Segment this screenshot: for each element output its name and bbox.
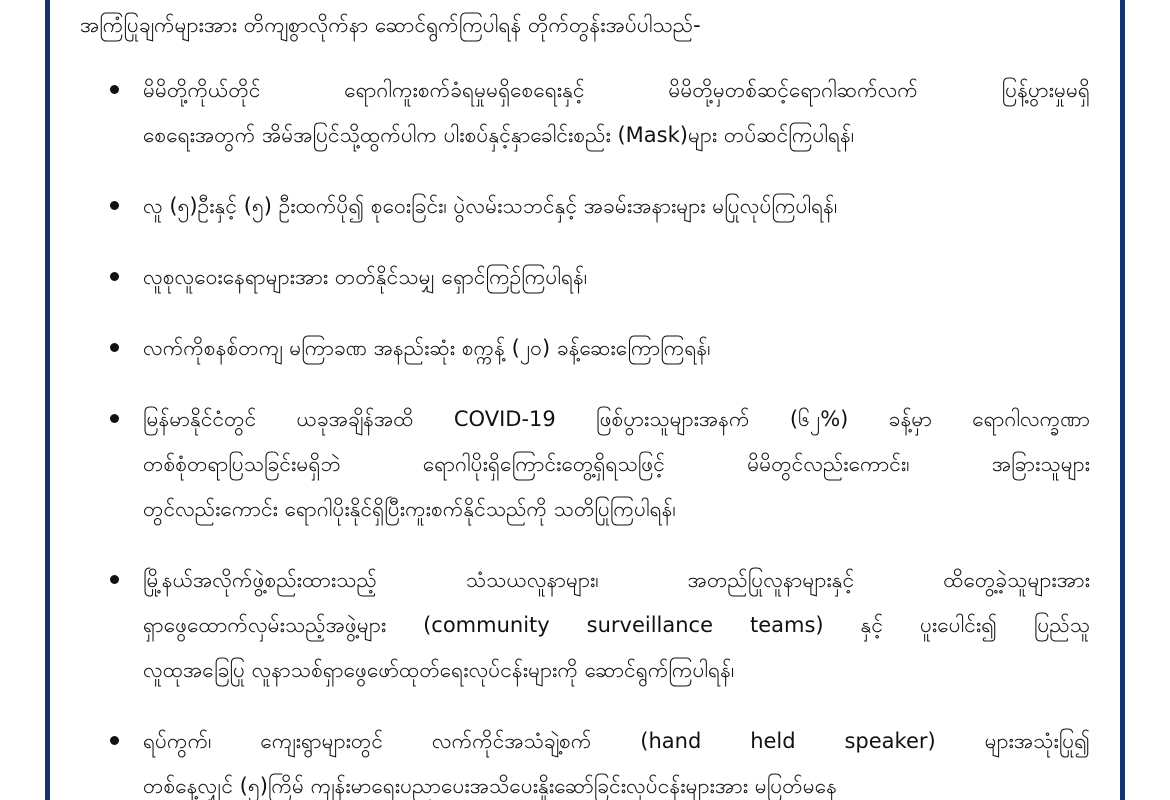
notice-frame [45,0,1125,800]
recommendation-item [80,70,1090,160]
recommendation-item [80,399,1090,534]
recommendation-item [80,186,1090,231]
recommendation-item [80,560,1090,695]
recommendation-text-line: တစ်စုံတရာပြသခြင်းမရှိဘဲ ရောဂါပိုးရှိကြောင်းတွေ့ရှိရသဖြင့် မိမိတွင်လည်းကောင်း၊ အခြားသူများ [143,452,1090,476]
recommendation-item [80,257,1090,302]
bullet-dot-icon [110,85,119,94]
recommendation-list [80,70,1090,800]
recommendation-item [80,328,1090,373]
recommendation-text-line: တွင်လည်းကောင်း ရောဂါပိုးနိုင်ရှိပြီးကူးစက်နိုင်သည်ကို သတိပြုကြပါရန်၊ [143,497,676,521]
recommendation-text-line: မိမိတို့ကိုယ်တိုင် ရောဂါကူးစက်ခံရမှုမရှိစေရေးနှင့် မိမိတို့မှတစ်ဆင့်ရောဂါဆက်လက် ပြန့်ပွားမှုမရှိ [143,78,1090,102]
bullet-dot-icon [110,201,119,210]
bullet-dot-icon [110,414,119,423]
bullet-dot-icon [110,272,119,281]
recommendation-text-line: တစ်နေ့လျှင် (၅)ကြိမ် ကျန်းမာရေးပညာပေးအသိပေးနှိုးဆော်ခြင်းလုပ်ငန်းများအား မပြတ်မနေ [143,774,837,798]
bullet-dot-icon [110,736,119,745]
recommendation-text-line: လူ (၅)ဦးနှင့် (၅) ဦးထက်ပို၍ စုဝေးခြင်း၊ ပွဲလမ်းသဘင်နှင့် အခမ်းအနားများ မပြုလုပ်ကြပါရန်၊ [143,194,838,218]
intro-text: အကြံပြုချက်များအား တိကျစွာလိုက်နာ ဆောင်ရွက်ကြပါရန် တိုက်တွန်းအပ်ပါသည်- [80,13,701,37]
recommendation-text-line: ရှာဖွေထောက်လှမ်းသည့်အဖွဲ့များ (community surveillance teams) နှင့် ပူးပေါင်း၍ ပြည်သူ [143,613,1090,637]
recommendation-item [80,721,1090,800]
recommendation-text-line: လူထုအခြေပြု လူနာသစ်ရှာဖွေဖော်ထုတ်ရေးလုပ်ငန်းများကို ဆောင်ရွက်ကြပါရန်၊ [143,658,735,682]
recommendation-text-line: မြို့နယ်အလိုက်ဖွဲ့စည်းထားသည့် သံသယလူနာများ၊ အတည်ပြုလူနာများနှင့် ထိတွေ့ခဲ့သူများအား [143,568,1090,592]
bullet-dot-icon [110,575,119,584]
recommendation-text-line: လက်ကိုစနစ်တကျ မကြာခဏ အနည်းဆုံး စက္ကန့် (၂၀) ခန့်ဆေးကြောကြရန်၊ [143,336,711,360]
recommendation-text-line: မြန်မာနိုင်ငံတွင် ယခုအချိန်အထိ COVID-19 ဖြစ်ပွားသူများအနက် (၆၂%) ခန့်မှာ ရောဂါလက္ခဏာ [143,407,1090,431]
recommendation-text-line: စေရေးအတွက် အိမ်အပြင်သို့ထွက်ပါက ပါးစပ်နှင့်နှာခေါင်းစည်း (Mask)များ တပ်ဆင်ကြပါရန်၊ [143,123,855,147]
recommendation-text-line: လူစုလူဝေးနေရာများအား တတ်နိုင်သမျှ ရှောင်ကြဉ်ကြပါရန်၊ [143,265,588,289]
recommendation-text-line: ရပ်ကွက်၊ ကျေးရွာများတွင် လက်ကိုင်အသံချဲ့စက် (hand held speaker) များအသုံးပြု၍ [143,729,1090,753]
bullet-dot-icon [110,343,119,352]
